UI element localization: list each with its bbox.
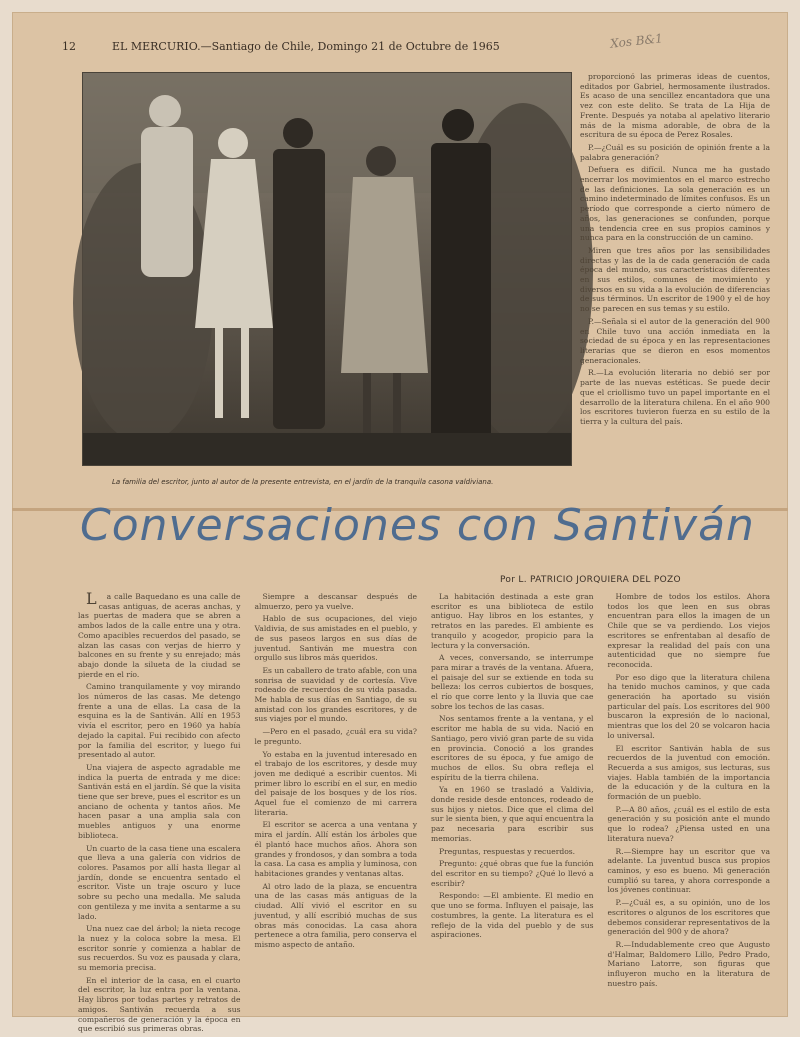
paragraph: Hombre de todos los estilos. Ahora todos los que leen en sus obras encuentran para ellos la imagen de un Chile que se va perdiendo. Los viejos escritores se enfrentaban al desafío de expresar la realidad del país con una autenticidad que no siempre fue reconocida. — [607, 592, 770, 669]
paragraph: El escritor se acerca a una ventana y mira el jardín. Allí están los árboles que él plantó hace muchos años. Ahora son grandes y frondosos, y dan sombra a toda la casa. La casa es amplia y luminosa, con habitaciones grandes y ventanas altas. — [254, 820, 417, 878]
paragraph: La calle Baquedano es una calle de casas antiguas, de aceras anchas, y las puertas de madera que se abren a ambos lados de la calle entre una y otra. Como apacibles recuerdos del pasado, se alzan las casas con verjas de hierro y balcones en su frente y su enrejado; más abajo donde la silueta de la ciudad se pierde en el río. — [78, 589, 241, 679]
paragraph: Camino tranquilamente y voy mirando los números de las casas. Me detengo frente a una de ellas. La casa de la esquina es la de Santiván. Allí en 1953 vivía el escritor, pero en 1960 ya había dejado la capital. Fui recibido con afecto por la familia del escritor, y luego fui presentado al autor. — [78, 682, 241, 760]
paragraph: Miren que tres años por las sensibilidades directas y las de la de cada generación de cada época del mundo, sus características diferentes en sus estilos, comunes de movimiento y diversos en su vida a la evolución de diferencias de sus términos. Un escritor de 1900 y el de hoy no se parecen en sus temas y su estilo. — [580, 245, 770, 314]
handwritten-annotation: Xos B&1 — [609, 31, 664, 51]
paragraph: Hablo de sus ocupaciones, del viejo Valdivia, de sus amistades en el pueblo, y de sus paseos largos en sus días de juventud. Santiván me muestra con orgullo sus libros más queridos. — [254, 614, 417, 663]
masthead: EL MERCURIO.—Santiago de Chile, Domingo 21 de Octubre de 1965 — [112, 40, 500, 53]
paragraph: R.—Indudablemente creo que Augusto d'Halmar, Baldomero Lillo, Pedro Prado, Mariano Latorre, son figuras que influyeron mucho en la literatura de nuestro país. — [607, 939, 770, 988]
paragraph: Ya en 1960 se trasladó a Valdivia, donde reside desde entonces, rodeado de sus hijos y nietos. Dice que el clima del sur le sienta bien, y que aquí encuentra la paz necesaria para escribir sus memorias. — [431, 785, 594, 843]
paragraph: Una nuez cae del árbol; la nieta recoge la nuez y la coloca sobre la mesa. El escritor sonríe y comienza a hablar de sus recuerdos. Su voz es pausada y clara, su memoria precisa. — [78, 924, 241, 973]
paragraph: Respondo: —El ambiente. El medio en que uno se forma. Influyen el paisaje, las costumbres, la gente. La literatura es el reflejo de la vida del pueblo y de sus aspiraciones. — [431, 891, 594, 940]
article-headline: Conversaciones con Santiván — [80, 500, 755, 551]
family-photograph — [82, 72, 572, 466]
paragraph: R.—Siempre hay un escritor que va adelante. La juventud busca sus propios caminos, y eso es bueno. Mi generación cumplió su tarea, y ahora corresponde a los jóvenes continuar. — [607, 846, 770, 895]
article-body — [78, 589, 770, 1034]
paragraph: El escritor Santiván habla de sus recuerdos de la juventud con emoción. Recuerda a sus amigos, sus lecturas, sus viajes. Habla también de la importancia de la educación y de la cultura en la formación de un pueblo. — [607, 743, 770, 802]
paragraph: Pregunto: ¿qué obras que fue la función del escritor en su tiempo? ¿Qué lo llevó a escribir? — [431, 859, 594, 888]
paragraph: En el interior de la casa, en el cuarto del escritor, la luz entra por la ventana. Hay libros por todas partes y retratos de amigos. Santiván recuerda a sus compañeros de generación y la época en que escribió sus primeras obras. — [78, 975, 241, 1034]
paragraph: P.—Señala si el autor de la generación del 900 en Chile tuvo una acción inmediata en la sociedad de su época y en las representaciones literarias que se dieron en esos momentos generacionales. — [580, 316, 770, 365]
paragraph: Defuera es difícil. Nunca me ha gustado encerrar los movimientos en el marco estrecho de las definiciones. La sola generación es un camino indeterminado de límites confusos. Es un período que corresponde a cierto número de años, las generaciones se confunden, porque una tendencia cree en sus propios caminos y nunca para en la construcción de un camino. — [580, 165, 770, 243]
paragraph: proporcionó las primeras ideas de cuentos, editados por Gabriel, hermosamente ilustrados. Es acaso de una sencillez encantadora que una vez con este delito. Se trata de La Hija de Frente. Después ya notaba al apelativo literario más de la misma adorable, de obra de la escritura de su época de Perez Rosales. — [580, 72, 770, 140]
article-column-3 — [431, 592, 594, 1037]
paragraph: Es un caballero de trato afable, con una sonrisa de suavidad y de cortesía. Vive rodeado de recuerdos de su vida pasada. Me habla de sus días en Santiago, de su amistad con los grandes escritores, y de sus viajes por el mundo. — [254, 665, 417, 724]
paragraph: —Pero en el pasado, ¿cuál era su vida? le pregunto. — [254, 727, 417, 746]
article-byline: Por L. PATRICIO JORQUIERA DEL POZO — [500, 575, 681, 585]
paragraph: Yo estaba en la juventud interesado en el trabajo de los escritores, y desde muy joven me dediqué a escribir cuentos. Mi primer libro lo escribí en el sur, en medio del paisaje de los bosques y de los ríos. Aquel fue el comienzo de mi carrera literaria. — [254, 749, 417, 817]
page-header — [62, 40, 622, 53]
paragraph: Por eso digo que la literatura chilena ha tenido muchos caminos, y que cada generación ha aportado su visión particular del país. Los escritores del 900 buscaron la expresión de lo nacional, mientras que los del 20 se volcaron hacia lo universal. — [607, 672, 770, 740]
continued-column — [580, 72, 770, 472]
paragraph: Nos sentamos frente a la ventana, y el escritor me habla de su vida. Nació en Santiago, pero vivió gran parte de su vida en provincia. Conoció a los grandes escritores de su época, y fue amigo de muchos de ellos. Su obra refleja el espíritu de la tierra chilena. — [431, 714, 594, 782]
photo-caption: La familia del escritor, junto al autor de la presente entrevista, en el jardín de la tranquila casona valdiviana. — [112, 478, 494, 486]
paragraph: Preguntas, respuestas y recuerdos. — [439, 846, 576, 856]
paragraph: R.—La evolución literaria no debió ser por parte de las nuevas estéticas. Se puede decir que el criollismo tuvo un papel importante en el desarrollo de la literatura chilena. En el año 900 los escritores tuvieron fuerza en su estilo de la tierra y la cultura del país. — [580, 368, 770, 426]
paragraph: La habitación destinada a este gran escritor es una biblioteca de estilo antiguo. Hay libros en los estantes, y retratos en las paredes. El ambiente es tranquilo y acogedor, propicio para la lectura y la conversación. — [431, 592, 594, 650]
paragraph: Siempre a descansar después de almuerzo, pero ya vuelve. — [254, 592, 417, 611]
paragraph: Una viajera de aspecto agradable me indica la puerta de entrada y me dice: Santiván está en el jardín. Sé que la visita tiene que ser breve, pues el escritor es un anciano de ochenta y tantos años. Me hacen pasar a una amplia sala con muebles antiguos y una enorme biblioteca. — [78, 762, 241, 840]
paragraph: P.—¿Cuál es su posición de opinión frente a la palabra generación? — [580, 142, 770, 162]
article-column-4 — [608, 592, 771, 1037]
paragraph: Un cuarto de la casa tiene una escalera que lleva a una galería con vidrios de colores. Pasamos por allí hasta llegar al jardín, donde se encuentra sentado el escritor. Viste un traje oscuro y luce sobre su pecho una medalla. Me saluda con gentileza y me invita a sentarme a su lado. — [78, 843, 241, 921]
paragraph: P.—A 80 años, ¿cuál es el estilo de esta generación y su posición ante el mundo que lo rodea? ¿Piensa usted en una literatura nueva? — [607, 804, 770, 843]
photo-image — [83, 73, 571, 465]
article-column-2 — [255, 592, 418, 1037]
paragraph: Al otro lado de la plaza, se encuentra una de las casas más antiguas de la ciudad. Allí vivió el escritor en su juventud, y allí escribió muchas de sus obras más conocidas. La casa ahora pertenece a otra familia, pero conserva el mismo aspecto de antaño. — [254, 881, 417, 949]
article-column-1 — [78, 589, 241, 1037]
paragraph: P.—¿Cuál es, a su opinión, uno de los escritores o algunos de los escritores que debemos considerar representativos de la generación del 900 y de ahora? — [607, 898, 770, 937]
paragraph: A veces, conversando, se interrumpe para mirar a través de la ventana. Afuera, el paisaje del sur se extiende en toda su belleza: los cerros cubiertos de bosques, el río que corre lento y la lluvia que cae sobre los techos de las casas. — [431, 653, 594, 711]
page-number: 12 — [62, 40, 76, 53]
